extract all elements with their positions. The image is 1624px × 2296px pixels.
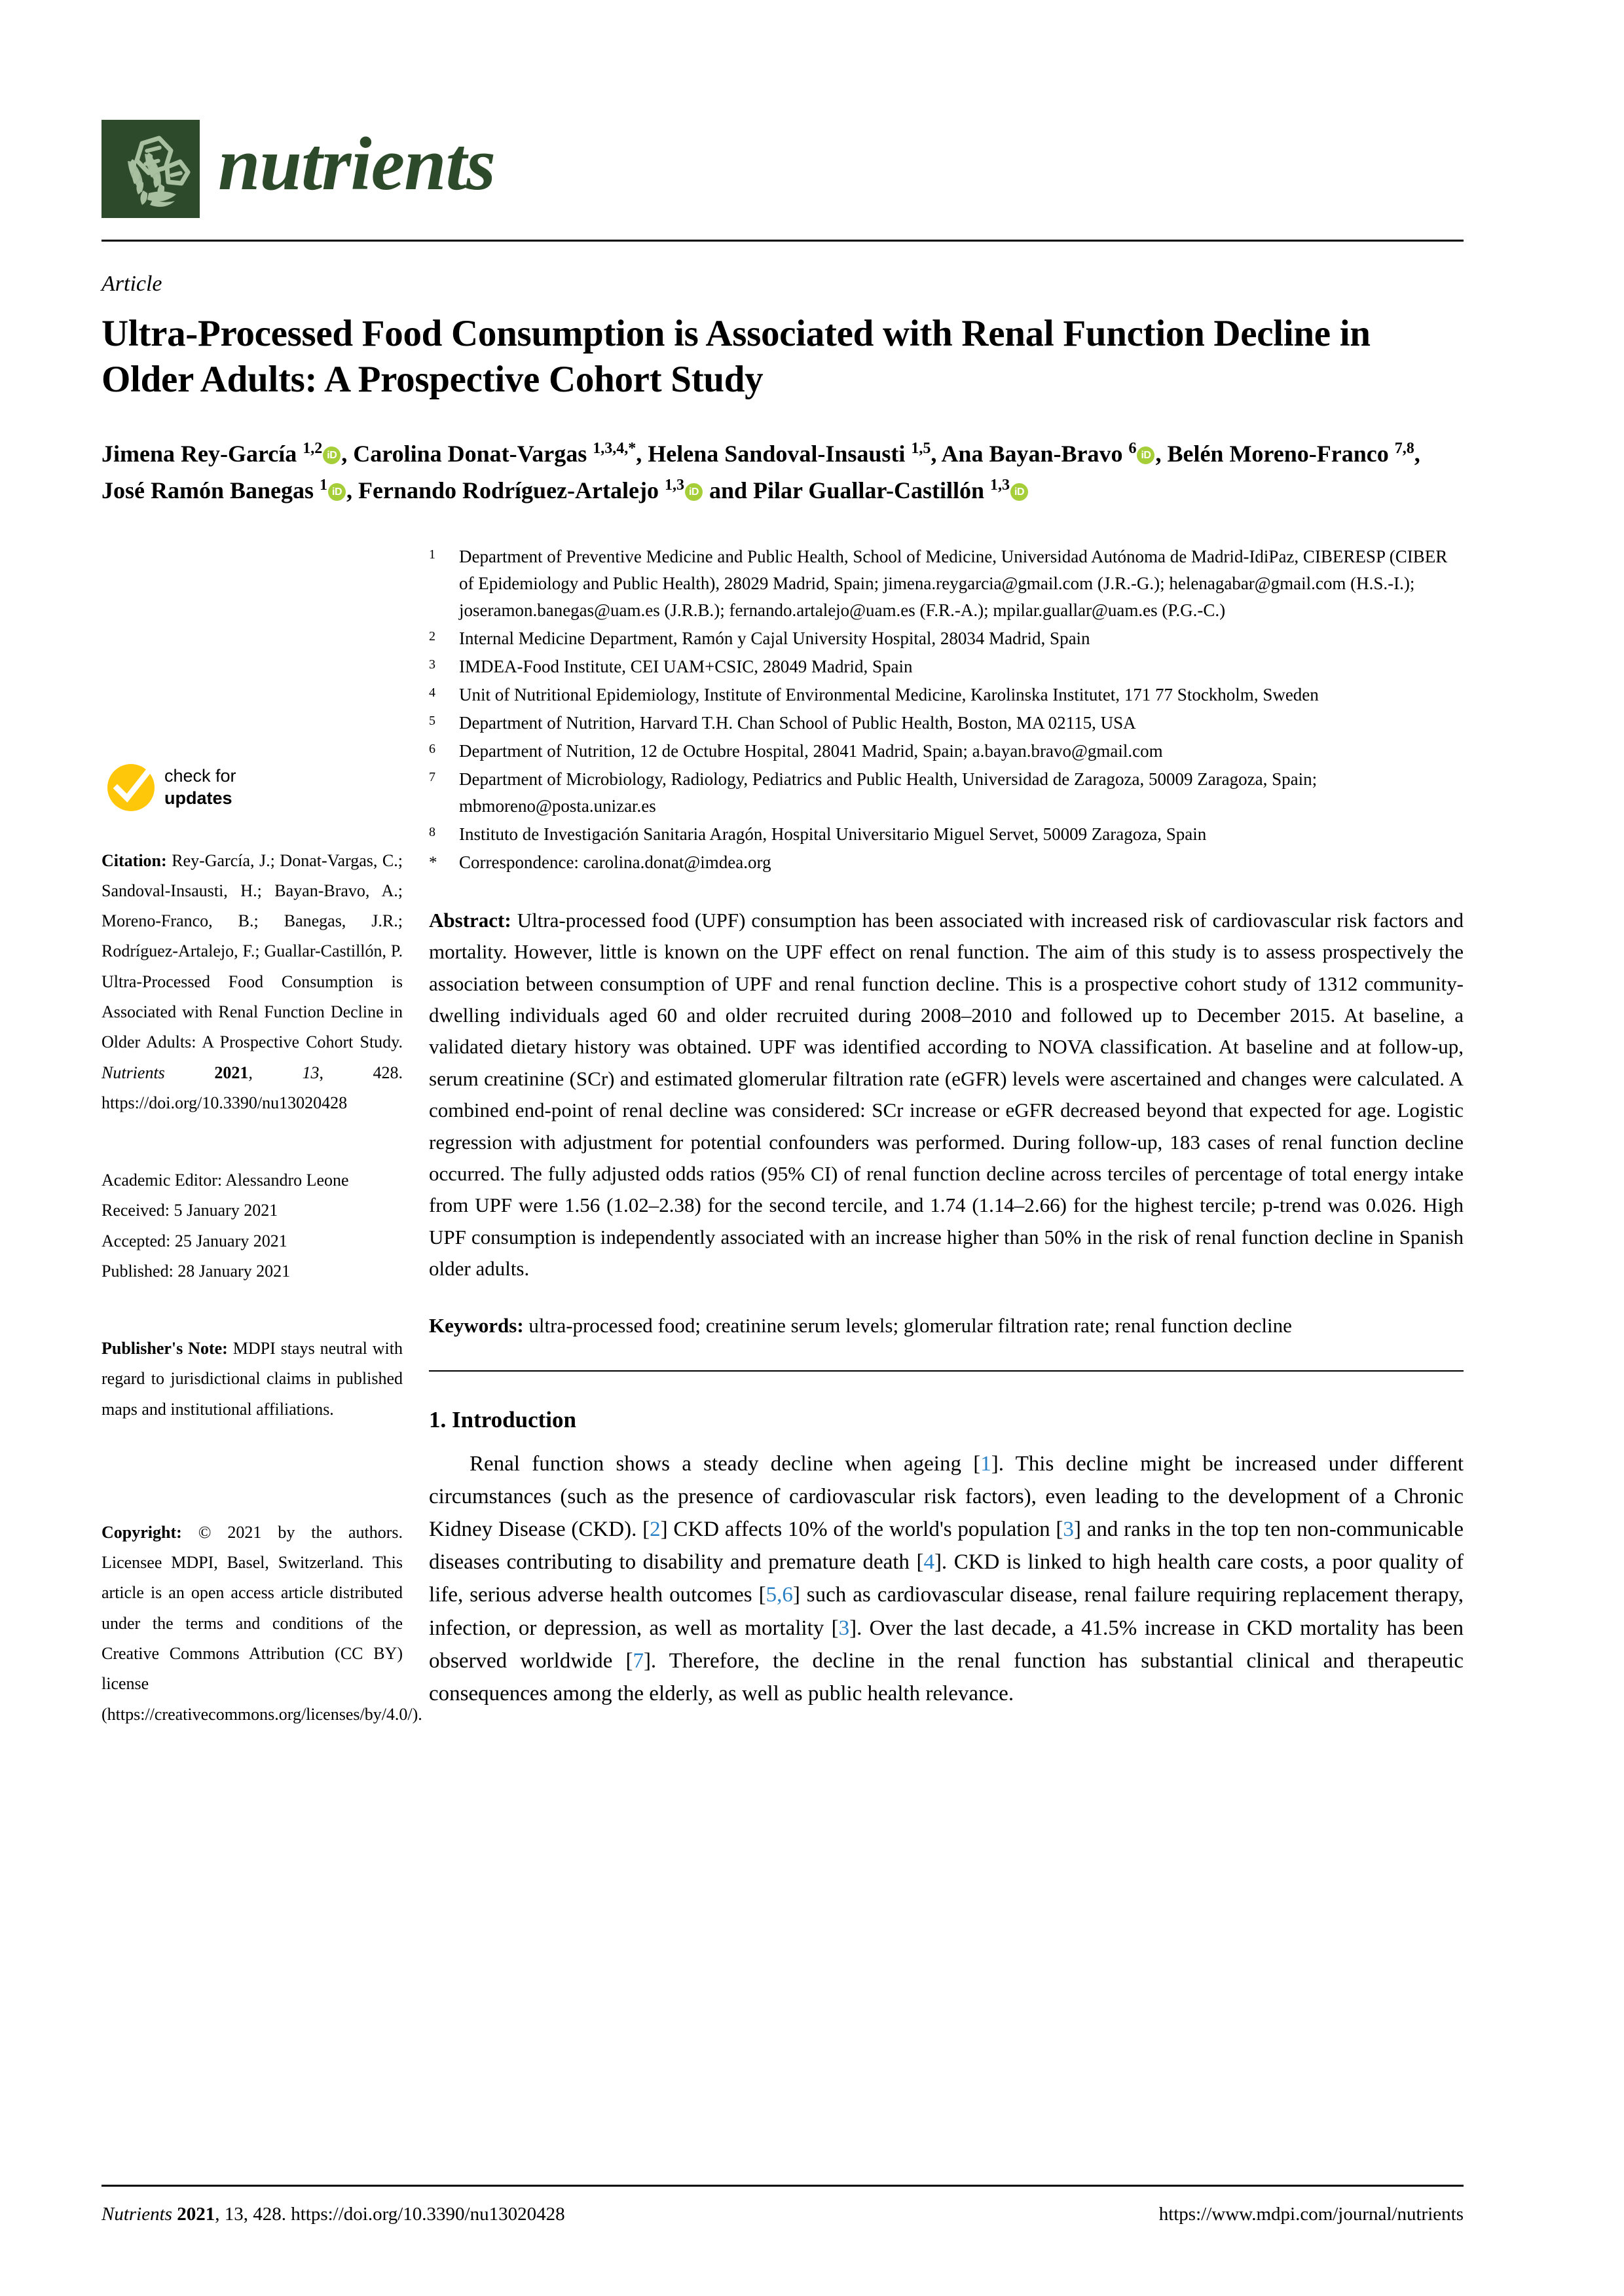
citation-reference-link[interactable]: 3 [838,1616,850,1640]
masthead-divider [101,240,1464,242]
affiliation-text: Instituto de Investigación Sanitaria Aragón, Hospital Universitario Miguel Servet, 50009 Zaragoza, Spain [459,824,1207,844]
affiliation-number: 3 [429,657,435,672]
affiliation-text: Unit of Nutritional Epidemiology, Institute of Environmental Medicine, Karolinska Institutet, 171 77 Stockholm, Sweden [459,684,1319,704]
sidebar-spacer-1 [101,1118,403,1146]
affiliation-text: Correspondence: carolina.donat@imdea.org [459,852,771,872]
author-affiliation-superscript: 6 [1128,440,1137,458]
affiliation-text: IMDEA-Food Institute, CEI UAM+CSIC, 28049 Madrid, Spain [459,656,913,676]
affiliation-item [429,821,1464,848]
affiliation-item [429,543,1464,624]
editorial-dates [101,1165,403,1286]
footer-citation [101,2204,565,2225]
copyright-text: © 2021 by the authors. Licensee MDPI, Basel, Switzerland. This article is an open access article distributed under the terms and conditions of the Creative Commons Attribution (CC BY) license (https://creativecommons.org/licenses/by/4.0/). [101,1522,422,1724]
received-date: Received: 5 January 2021 [101,1201,278,1220]
affiliation-item [429,710,1464,737]
orcid-icon[interactable]: iD [685,483,703,501]
affiliation-number: 1 [429,547,435,562]
author-name: Carolina Donat-Vargas [353,441,593,467]
publisher-note-text: MDPI stays neutral with regard to jurisdictional claims in published maps and institutional affiliations. [101,1339,403,1419]
affiliation-number: 8 [429,824,435,839]
author-name: José Ramón Banegas [101,477,320,503]
accepted-date: Accepted: 25 January 2021 [101,1231,287,1250]
abstract-text: Ultra-processed food (UPF) consumption has been associated with increased risk of cardiovascular risk factors and mortality. However, little is known on the UPF effect on renal function. The aim of this study is to assess prospectively the association between consumption of UPF and renal function decline. This is a prospective cohort study of 1312 community-dwelling individuals aged 60 and older recruited during 2008–2010 and followed up to December 2015. At baseline, a validated dietary history was obtained. UPF was identified according to NOVA classification. At baseline and at follow-up, serum creatinine (SCr) and estimated glomerular filtration rate (eGFR) levels were ascertained and changes were calculated. A combined end-point of renal decline was considered: SCr increase or eGFR decreased beyond that expected for age. Logistic regression with adjustment for potential confounders was performed. During follow-up, 183 cases of renal function decline occurred. The fully adjusted odds ratios (95% CI) of renal function decline across terciles of percentage of total energy intake from UPF were 1.56 (1.02–2.38) for the second tercile, and 1.74 (1.14–2.66) for the highest tercile; p-trend was 0.026. High UPF consumption is independently associated with an increase higher than 50% in the risk of renal function decline in Spanish older adults. [429,909,1464,1280]
sidebar [101,543,429,1730]
author-name: Fernando Rodríguez-Artalejo [358,477,665,503]
author-name: Belén Moreno-Franco [1167,441,1395,467]
citation-reference-link[interactable]: 7 [633,1649,644,1673]
page-footer [101,2185,1464,2225]
affiliation-number: 6 [429,741,435,756]
affiliation-text: Department of Preventive Medicine and Public Health, School of Medicine, Universidad Autónoma de Madrid-IdiPaz, CIBERESP (CIBER of Epidemiology and Public Health), 28029 Madrid, Spain; jimena.reygarcia@gmail.com (J.R.-G.); helenagabar@gmail.com (H.S.-I.); joseramon.banegas@uam.es (J.R.B.); fernando.artalejo@uam.es (F.R.-A.); mpilar.guallar@uam.es (P.G.-C.) [459,546,1448,620]
author-affiliation-superscript: 7,8 [1394,440,1414,458]
page-title: Ultra-Processed Food Consumption is Associated with Renal Function Decline in Older Adults: A Prospective Cohort Study [101,313,1371,400]
citation-reference-link[interactable]: 5,6 [766,1583,793,1607]
affiliation-item [429,653,1464,680]
affiliation-number: 5 [429,713,435,728]
footer-journal: Nutrients [101,2204,172,2225]
affiliation-number: 7 [429,769,435,784]
nutrients-logo-icon [101,120,200,218]
author-separator: , [931,441,942,467]
copyright-block [101,1518,422,1730]
affiliation-text: Department of Nutrition, Harvard T.H. Chan School of Public Health, Boston, MA 02115, USA [459,712,1136,733]
journal-title: nutrients [218,122,495,206]
author-separator: , [346,477,359,503]
affiliation-text: Department of Nutrition, 12 de Octubre Hospital, 28041 Madrid, Spain; a.bayan.bravo@gmail.com [459,740,1163,761]
footer-journal-url: https://www.mdpi.com/journal/nutrients [1158,2204,1464,2225]
affiliation-number: 2 [429,629,435,644]
author-name: Jimena Rey-García [101,441,303,467]
citation-volume-wrap: , 13 [248,1063,320,1082]
article-type-label: Article [101,272,162,296]
main-column [429,543,1464,1730]
check-circle-icon [107,763,155,812]
author-name: Helena Sandoval-Insausti [648,441,912,467]
affiliation-text: Department of Microbiology, Radiology, Pediatrics and Public Health, Universidad de Zaragoza, 50009 Zaragoza, Spain; mbmoreno@posta.unizar.es [459,769,1318,816]
paragraph-text: ]. CKD is linked to high health care costs, a poor quality of life, serious adverse health outcomes [ [429,1550,1464,1607]
paragraph-text: ]. Therefore, the decline in the renal function has substantial clinical and therapeutic consequences among the elderly, as well as public health relevance. [429,1649,1464,1705]
author-separator: and [703,477,753,503]
paragraph-text: ] and ranks in the top ten non-communicable diseases contributing to disability and premature death [ [429,1518,1464,1575]
cfu-line-2: updates [164,788,232,809]
author-affiliation-superscript: 1,3 [990,476,1010,494]
journal-masthead [101,115,1464,229]
citation-rest: , 428. https://doi.org/10.3390/nu13020428 [101,1063,403,1112]
keywords-label: Keywords: [429,1314,524,1338]
orcid-icon[interactable]: iD [1010,483,1028,501]
abstract-section [429,905,1464,1285]
paragraph-text: ] CKD affects 10% of the world's population [ [660,1518,1063,1542]
affiliation-item [429,682,1464,708]
author-affiliation-superscript: 1,5 [911,440,931,458]
citation-reference-link[interactable]: 2 [650,1518,661,1542]
orcid-icon[interactable]: iD [323,446,341,464]
check-for-updates-text [164,765,236,810]
introduction-paragraph [429,1448,1464,1710]
affiliation-list [429,543,1464,876]
author-affiliation-superscript: 1,3 [664,476,684,494]
abstract-label: Abstract: [429,909,511,932]
cfu-line-1: check for [164,765,236,786]
affiliation-item [429,738,1464,765]
paragraph-text: ]. This decline might be increased under different circumstances (such as the presence of cardiovascular risk factors), even leading to the development of a Chronic Kidney Disease (CKD). [ [429,1451,1464,1542]
citation-year: 2021 [214,1063,249,1082]
sidebar-spacer-3 [101,1425,403,1498]
author-separator: , [1414,441,1420,467]
paragraph-text: ]. Over the last decade, a 41.5% increase in CKD mortality has been observed worldwide [ [429,1616,1464,1673]
affiliation-item [429,849,1464,876]
affiliation-item [429,625,1464,652]
academic-editor: Academic Editor: Alessandro Leone [101,1171,349,1190]
orcid-icon[interactable]: iD [328,483,346,501]
citation-block [101,846,403,1118]
citation-journal: Nutrients [101,1063,165,1082]
footer-rest: , 13, 428. https://doi.org/10.3390/nu13020428 [215,2204,565,2225]
author-separator: , [636,441,648,467]
affiliation-text: Internal Medicine Department, Ramón y Cajal University Hospital, 28034 Madrid, Spain [459,628,1090,648]
author-name: Pilar Guallar-Castillón [753,477,991,503]
content-columns [101,543,1464,1730]
author-affiliation-superscript: 1,3,4,* [593,440,637,458]
keywords-text: ultra-processed food; creatinine serum levels; glomerular filtration rate; renal function decline [528,1314,1292,1338]
check-for-updates-badge[interactable] [101,763,403,826]
sidebar-spacer-2 [101,1286,403,1314]
affiliation-item [429,766,1464,820]
citation-reference-link[interactable]: 1 [980,1451,991,1476]
footer-year: 2021 [177,2204,215,2225]
citation-authors: Rey-García, J.; Donat-Vargas, C.; Sandoval-Insausti, H.; Bayan-Bravo, A.; Moreno-Franco, B.; Banegas, J.R.; Rodríguez-Artalejo, F.; Guallar-Castillón, P. Ultra-Processed Food Consumption is Associated with Renal Function Decline in Older Adults: A Prospective Cohort Study. [101,850,403,1052]
author-name: Ana Bayan-Bravo [941,441,1129,467]
published-date: Published: 28 January 2021 [101,1261,291,1281]
orcid-icon[interactable]: iD [1137,446,1154,464]
author-separator: , [341,441,354,467]
publisher-note [101,1334,403,1425]
author-affiliation-superscript: 1,2 [303,440,323,458]
section-heading-introduction: 1. Introduction [429,1406,576,1432]
affiliation-number: * [429,854,437,871]
keywords-section [429,1311,1464,1341]
publisher-note-label: Publisher's Note: [101,1339,228,1358]
footer-divider [101,2185,1464,2187]
author-separator: , [1155,441,1168,467]
author-affiliation-superscript: 1 [320,476,328,494]
paragraph-text: ] such as cardiovascular disease, renal failure requiring replacement therapy, infection, or depression, as well as mortality [ [429,1583,1464,1640]
citation-label: Citation: [101,850,167,870]
copyright-label: Copyright: [101,1522,182,1542]
citation-volume: 13 [302,1063,320,1082]
paragraph-text: Renal function shows a steady decline when ageing [ [470,1451,981,1476]
keywords-divider [429,1370,1464,1372]
citation-reference-link[interactable]: 4 [923,1550,934,1575]
author-list [101,436,1464,509]
citation-reference-link[interactable]: 3 [1063,1518,1074,1542]
affiliation-number: 4 [429,685,435,700]
